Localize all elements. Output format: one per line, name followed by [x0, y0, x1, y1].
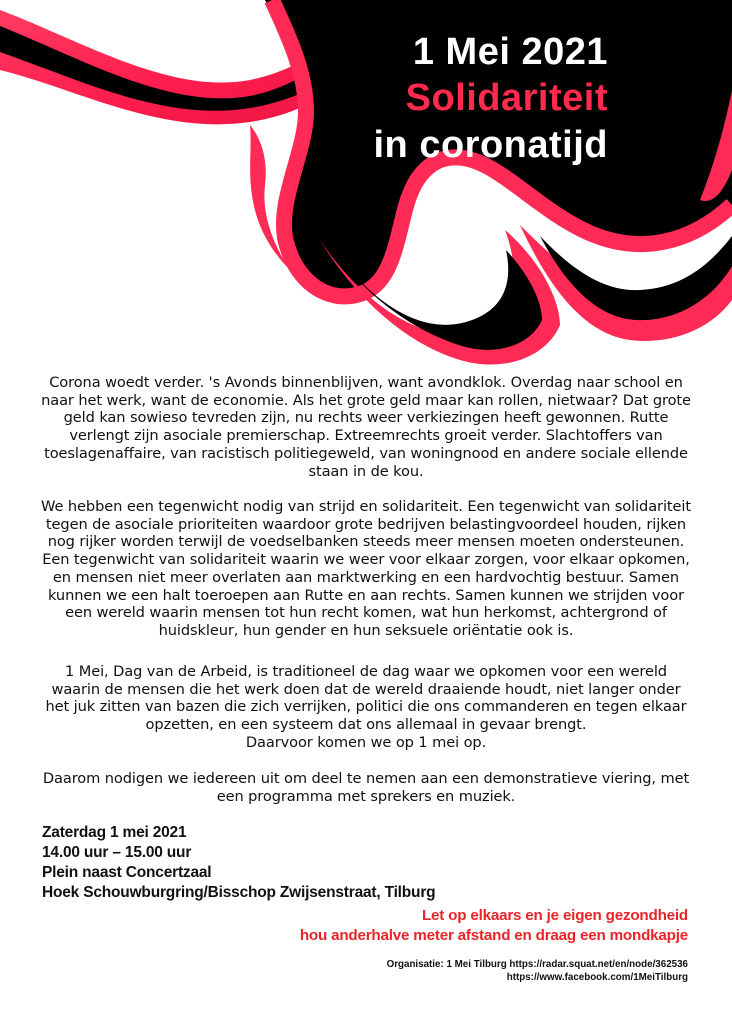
paragraph-dag-van-de-arbeid [40, 663, 692, 752]
organisation-facebook-link[interactable]: https://www.facebook.com/1MeiTilburg [506, 972, 688, 983]
event-date: Zaterdag 1 mei 2021 [42, 824, 187, 841]
health-warning-line2: hou anderhalve meter afstand en draag een mondkapje [299, 927, 688, 944]
title-solidariteit: Solidariteit [405, 77, 608, 119]
event-place: Plein naast Concertzaal [42, 864, 212, 881]
title-coronatijd: in coronatijd [373, 124, 608, 166]
health-warning-line1: Let op elkaars en je eigen gezondheid [421, 907, 688, 924]
title-year: 1 Mei 2021 [412, 31, 608, 73]
event-address: Hoek Schouwburgring/Bisschop Zwijsenstraat, Tilburg [42, 884, 436, 901]
event-time: 14.00 uur – 15.00 uur [42, 844, 192, 861]
health-warning [300, 906, 688, 946]
organisation-info [387, 958, 688, 984]
paragraph-dag-van-de-arbeid-text: 1 Mei, Dag van de Arbeid, is traditioneel de dag waar we opkomen voor een wereld waarin de mensen die het werk doen dat de wereld draaiende houdt, niet langer onder het juk zitten van bazen die zich verrijken, politici die ons commanderen en tegen elkaar opzetten, en een systeem dat ons allemaal in gevaar brengt. [45, 663, 687, 734]
paragraph-uitnodiging: Daarom nodigen we iedereen uit om deel te nemen aan een demonstratieve viering, met een programma met sprekers en muziek. [42, 770, 690, 805]
paragraph-daarvoor: Daarvoor komen we op 1 mei op. [245, 733, 487, 751]
paragraph-intro: Corona woedt verder. 's Avonds binnenblijven, want avondklok. Overdag naar school en naar het werk, want de economie. Als het grote geld maar kan rollen, nietwaar? Dat grote geld kan sowieso tevreden zijn, nu rechts weer verkiezingen heeft gewonnen. Rutte verlengt zijn asociale premierschap. Extreemrechts groeit verder. Slachtoffers van toeslagenaffaire, van racistisch politiegeweld, van woningnood en andere sociale ellende staan in de kou. [41, 374, 691, 480]
ribbon-banner-graphic [0, 0, 732, 370]
event-details [42, 823, 435, 903]
paragraph-tegenwicht: We hebben een tegenwicht nodig van strijd en solidariteit. Een tegenwicht van solidariteit tegen de asociale prioriteiten waardoor grote bedrijven belastingvoordeel houden, rijken nog rijker worden terwijl de voedselbanken steeds meer mensen moeten ondersteunen. Een tegenwicht van solidariteit waarin we weer voor elkaar zorgen, voor elkaar opkomen, en mensen niet meer overlaten aan marktwerking en een hardvochtig bestuur. Samen kunnen we een halt toeroepen aan Rutte en aan rechts. Samen kunnen we strijden voor een wereld waarin mensen tot hun recht komen, wat hun herkomst, achtergrond of huidskleur, hun gender en hun seksuele oriëntatie ook is. [41, 498, 691, 639]
organisation-radar-link[interactable]: Organisatie: 1 Mei Tilburg https://radar.squat.net/en/node/362536 [386, 959, 688, 970]
